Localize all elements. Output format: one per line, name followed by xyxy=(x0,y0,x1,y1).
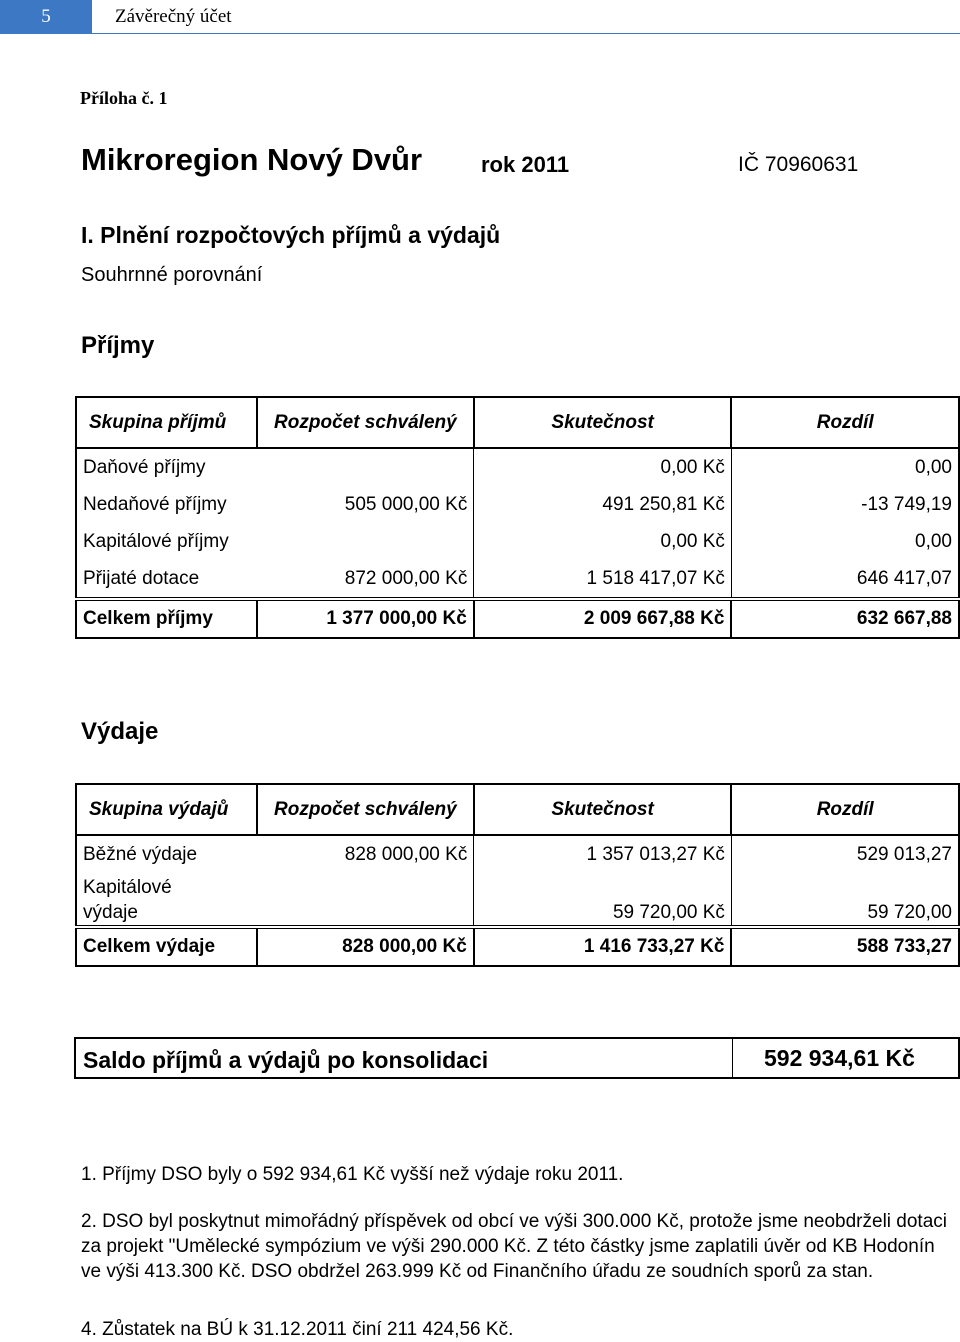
row-name: Nedaňové příjmy xyxy=(76,486,257,523)
section-title: I. Plnění rozpočtových příjmů a výdajů xyxy=(81,222,501,248)
row-budget xyxy=(257,873,474,927)
row-name-line1: Kapitálové xyxy=(83,877,172,898)
table-row xyxy=(76,835,959,873)
expenses-heading: Výdaje xyxy=(81,718,159,745)
section-number-badge: 5 xyxy=(0,0,92,34)
note-4: 4. Zůstatek na BÚ k 31.12.2011 činí 211 424,56 Kč. xyxy=(81,1319,514,1340)
table-row xyxy=(76,448,959,486)
header-title: Závěrečný účet xyxy=(115,6,232,27)
income-table xyxy=(75,396,960,639)
note-1: 1. Příjmy DSO byly o 592 934,61 Kč vyšší než výdaje roku 2011. xyxy=(81,1164,624,1185)
expenses-table xyxy=(75,783,960,967)
total-name: Celkem příjmy xyxy=(76,599,257,638)
table-row xyxy=(76,873,959,927)
col-header-diff: Rozdíl xyxy=(731,784,959,835)
col-header-group: Skupina výdajů xyxy=(76,784,257,835)
row-actual: 1 518 417,07 Kč xyxy=(474,560,732,599)
row-budget xyxy=(257,523,474,560)
row-budget: 872 000,00 Kč xyxy=(257,560,474,599)
row-name: Daňové příjmy xyxy=(76,448,257,486)
table-row xyxy=(76,486,959,523)
total-diff: 588 733,27 xyxy=(731,927,959,966)
row-name xyxy=(76,873,257,927)
row-diff: 0,00 xyxy=(731,448,959,486)
row-budget xyxy=(257,448,474,486)
total-budget: 828 000,00 Kč xyxy=(257,927,474,966)
section-subtitle: Souhrnné porovnání xyxy=(81,264,263,286)
row-diff: 529 013,27 xyxy=(731,835,959,873)
expenses-total-row xyxy=(76,927,959,966)
row-diff: 0,00 xyxy=(731,523,959,560)
row-diff: 646 417,07 xyxy=(731,560,959,599)
report-year: rok 2011 xyxy=(481,152,570,177)
attachment-label: Příloha č. 1 xyxy=(80,88,168,108)
col-header-actual: Skutečnost xyxy=(474,784,732,835)
row-actual: 1 357 013,27 Kč xyxy=(474,835,732,873)
col-header-diff: Rozdíl xyxy=(731,397,959,448)
expenses-table-header xyxy=(76,784,959,835)
saldo-label: Saldo příjmů a výdajů po konsolidaci xyxy=(83,1047,489,1073)
total-budget: 1 377 000,00 Kč xyxy=(257,599,474,638)
row-actual: 59 720,00 Kč xyxy=(474,873,732,927)
saldo-value: 592 934,61 Kč xyxy=(764,1045,915,1071)
row-actual: 0,00 Kč xyxy=(474,448,732,486)
total-actual: 1 416 733,27 Kč xyxy=(474,927,732,966)
saldo-divider xyxy=(732,1039,733,1077)
col-header-group: Skupina příjmů xyxy=(76,397,257,448)
row-name: Kapitálové příjmy xyxy=(76,523,257,560)
row-name: Běžné výdaje xyxy=(76,835,257,873)
row-name-line2: výdaje xyxy=(83,902,138,923)
row-diff: -13 749,19 xyxy=(731,486,959,523)
organization-name: Mikroregion Nový Dvůr xyxy=(81,142,423,177)
income-table-header xyxy=(76,397,959,448)
col-header-actual: Skutečnost xyxy=(474,397,732,448)
total-name: Celkem výdaje xyxy=(76,927,257,966)
col-header-budget: Rozpočet schválený xyxy=(257,784,474,835)
col-header-budget: Rozpočet schválený xyxy=(257,397,474,448)
row-name: Přijaté dotace xyxy=(76,560,257,599)
table-row xyxy=(76,523,959,560)
saldo-box xyxy=(74,1037,960,1079)
total-actual: 2 009 667,88 Kč xyxy=(474,599,732,638)
income-heading: Příjmy xyxy=(81,332,155,359)
company-id: IČ 70960631 xyxy=(738,153,859,176)
row-budget: 828 000,00 Kč xyxy=(257,835,474,873)
note-2: 2. DSO byl poskytnut mimořádný příspěvek od obcí ve výši 300.000 Kč, protože jsme neobdrželi dotaci za projekt "Umělecké sympózium ve výši 290.000 Kč. Z této částky jsme zaplatili úvěr od KB Hodonín ve výši 413.300 Kč. DSO obdržel 263.999 Kč od Finančního úřadu ze soudních sporů za stan. xyxy=(81,1211,947,1282)
header-rule xyxy=(92,33,960,34)
income-total-row xyxy=(76,599,959,638)
table-row xyxy=(76,560,959,599)
row-actual: 0,00 Kč xyxy=(474,523,732,560)
row-actual: 491 250,81 Kč xyxy=(474,486,732,523)
row-budget: 505 000,00 Kč xyxy=(257,486,474,523)
total-diff: 632 667,88 xyxy=(731,599,959,638)
row-diff: 59 720,00 xyxy=(731,873,959,927)
